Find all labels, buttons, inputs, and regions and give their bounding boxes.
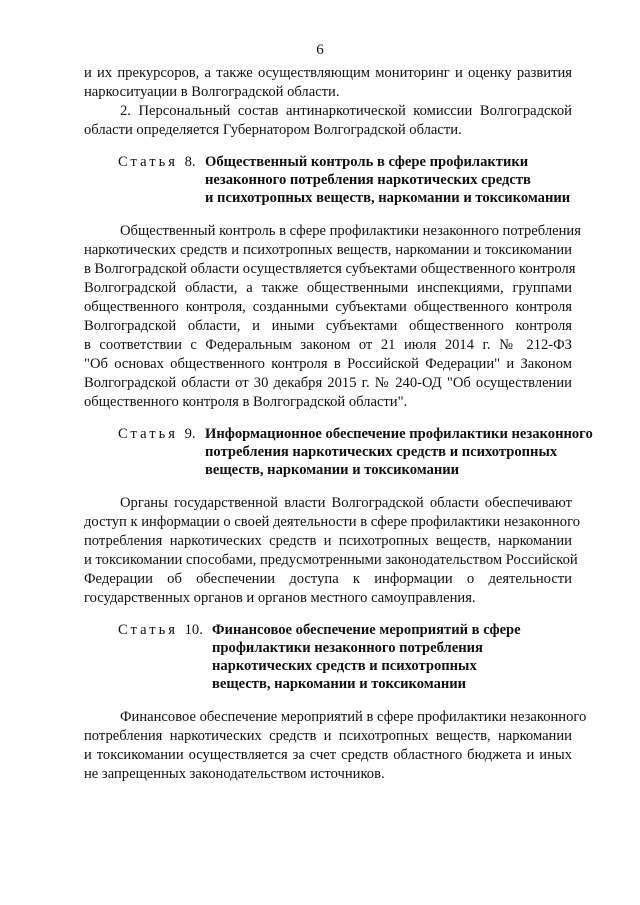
article-title-line: веществ, наркомании и токсикомании [205, 462, 460, 478]
article-prefix: Статья 9. [118, 426, 196, 442]
article-title-line: и психотропных веществ, наркомании и токсикомании [205, 190, 571, 206]
article-title-line: Финансовое обеспечение мероприятий в сфере [212, 622, 521, 638]
body-line: и токсикомании осуществляется за счет средств областного бюджета и иных [84, 747, 572, 763]
article-title-line: веществ, наркомании и токсикомании [212, 676, 467, 692]
article-title-line: профилактики незаконного потребления [212, 640, 483, 656]
body-line: Финансовое обеспечение мероприятий в сфере профилактики незаконного [120, 709, 587, 725]
article-prefix: Статья 8. [118, 154, 196, 170]
body-line: Волгоградской области, а также общественными инспекциями, группами [84, 280, 572, 296]
body-line: общественного контроля в Волгоградской области". [84, 394, 408, 410]
body-line: государственных органов и органов местного самоуправления. [84, 590, 476, 606]
intro-line: области определяется Губернатором Волгоградской области. [84, 122, 462, 138]
body-line: Общественный контроль в сфере профилактики незаконного потребления [120, 223, 581, 239]
article-title-line: незаконного потребления наркотических средств [205, 172, 531, 188]
article-title-line: наркотических средств и психотропных [212, 658, 477, 674]
intro-line: и их прекурсоров, а также осуществляющим мониторинг и оценку развития [84, 65, 572, 81]
article-prefix: Статья 10. [118, 622, 203, 638]
body-line: общественного контроля, созданными субъектами общественного контроля [84, 299, 572, 315]
page-number: 6 [316, 42, 324, 58]
intro-line: 2. Персональный состав антинаркотической комиссии Волгоградской [120, 103, 572, 119]
body-line: в соответствии с Федеральным законом от 21 июля 2014 г. № 212-ФЗ [84, 337, 572, 353]
body-line: Волгоградской области, и иными субъектами общественного контроля [84, 318, 572, 334]
body-line: Федерации об обеспечении доступа к информации о деятельности [84, 571, 572, 587]
intro-line: наркоситуации в Волгоградской области. [84, 84, 340, 100]
article-title-line: Общественный контроль в сфере профилактики [205, 154, 529, 170]
body-line: потребления наркотических средств и психотропных веществ, наркомании [84, 728, 572, 744]
body-line: в Волгоградской области осуществляется субъектами общественного контроля [84, 261, 576, 277]
body-line: доступ к информации о своей деятельности в сфере профилактики незаконного [84, 514, 581, 530]
body-line: Волгоградской области от 30 декабря 2015 г. № 240-ОД "Об осуществлении [84, 375, 572, 391]
body-line: "Об основах общественного контроля в Российской Федерации" и Законом [84, 356, 572, 372]
body-line: потребления наркотических средств и психотропных веществ, наркомании [84, 533, 572, 549]
article-title-line: Информационное обеспечение профилактики незаконного [205, 426, 593, 442]
body-line: наркотических средств и психотропных веществ, наркомании и токсикомании [84, 242, 572, 258]
body-line: и токсикомании способами, предусмотренными законодательством Российской [84, 552, 578, 568]
article-title-line: потребления наркотических средств и психотропных [205, 444, 558, 460]
body-line: Органы государственной власти Волгоградской области обеспечивают [120, 495, 572, 511]
body-line: не запрещенных законодательством источников. [84, 766, 385, 782]
